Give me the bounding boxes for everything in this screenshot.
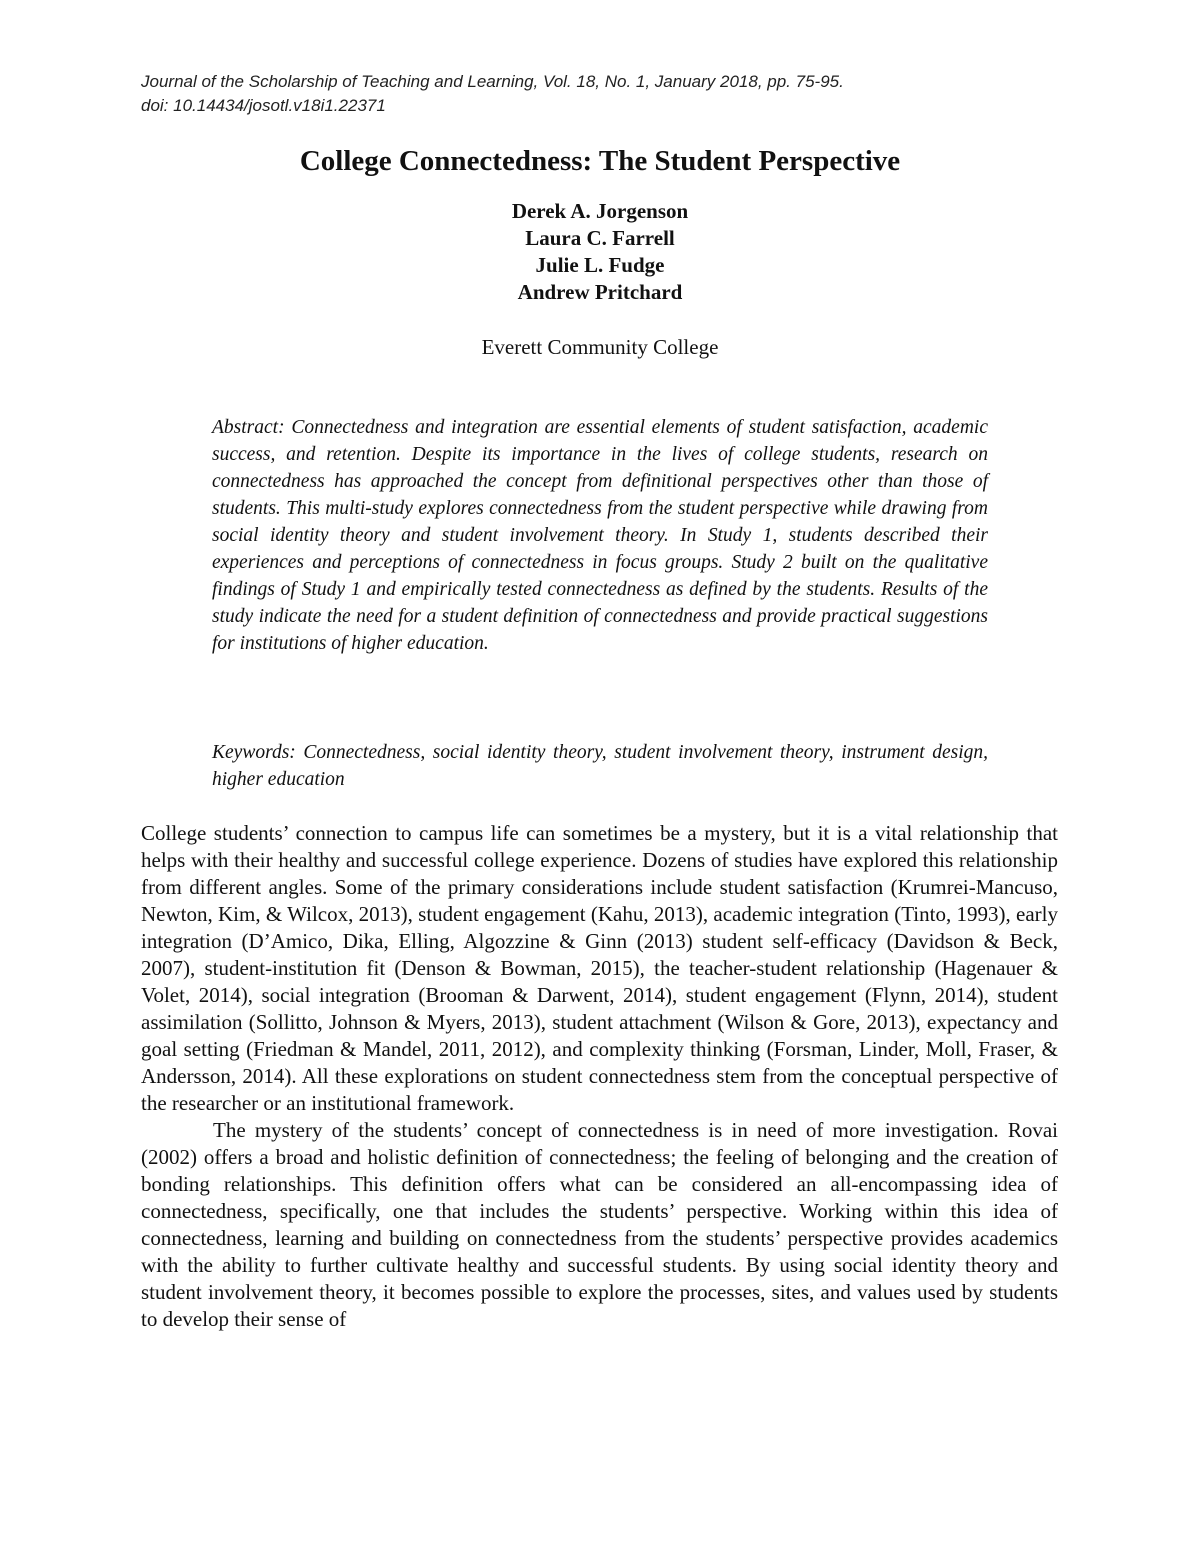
author-name: Julie L. Fudge (535, 253, 665, 277)
abstract: Abstract: Connectedness and integration are essential elements of student satisfaction, academic success, and retention. Despite its importance in the lives of college students, research on connectedness has approached the concept from definitional perspectives other than those of students. This multi-study explores connectedness from the student perspective while drawing from social identity theory and student involvement theory. In Study 1, students described their experiences and perceptions of connectedness in focus groups. Study 2 built on the qualitative findings of Study 1 and empirically tested connectedness as defined by the students. Results of the study indicate the need for a student definition of connectedness and provide practical suggestions for institutions of higher education. (212, 417, 988, 654)
author-name: Derek A. Jorgenson (511, 199, 689, 223)
body-text (141, 820, 1058, 1333)
keywords: Keywords: Connectedness, social identity theory, student involvement theory, instrument design, higher education (212, 742, 988, 790)
body-paragraph: College students’ connection to campus life can sometimes be a mystery, but it is a vital relationship that helps with their healthy and successful college experience. Dozens of studies have explored this relationship from different angles. Some of the primary considerations include student satisfaction (Krumrei-Mancuso, Newton, Kim, & Wilcox, 2013), student engagement (Kahu, 2013), academic integration (Tinto, 1993), early integration (D’Amico, Dika, Elling, Algozzine & Ginn (2013) student self-efficacy (Davidson & Beck, 2007), student-institution fit (Denson & Bowman, 2015), the teacher-student relationship (Hagenauer & Volet, 2014), social integration (Brooman & Darwent, 2014), student engagement (Flynn, 2014), student assimilation (Sollitto, Johnson & Myers, 2013), student attachment (Wilson & Gore, 2013), expectancy and goal setting (Friedman & Mandel, 2011, 2012), and complexity thinking (Forsman, Linder, Moll, Fraser, & Andersson, 2014). All these explorations on student connectedness stem from the conceptual perspective of the researcher or an institutional framework. (141, 821, 1058, 1115)
author-name: Laura C. Farrell (525, 226, 675, 250)
journal-header (141, 70, 1061, 118)
author-list (0, 198, 1200, 306)
journal-citation: Journal of the Scholarship of Teaching and Learning, Vol. 18, No. 1, January 2018, pp. 75-95. (141, 72, 844, 91)
author-name: Andrew Pritchard (517, 280, 683, 304)
paper-title: College Connectedness: The Student Perspective (299, 145, 901, 177)
author-affiliation: Everett Community College (481, 335, 719, 359)
body-paragraph: The mystery of the students’ concept of connectedness is in need of more investigation. Rovai (2002) offers a broad and holistic definition of connectedness; the feeling of belonging and the creation of bonding relationships. This definition offers what can be considered an all-encompassing idea of connectedness, specifically, one that includes the students’ perspective. Working within this idea of connectedness, learning and building on connectedness from the students’ perspective provides academics with the ability to further cultivate healthy and successful students. By using social identity theory and student involvement theory, it becomes possible to explore the processes, sites, and values used by students to develop their sense of (141, 1118, 1058, 1331)
journal-doi: doi: 10.14434/josotl.v18i1.22371 (141, 96, 386, 115)
